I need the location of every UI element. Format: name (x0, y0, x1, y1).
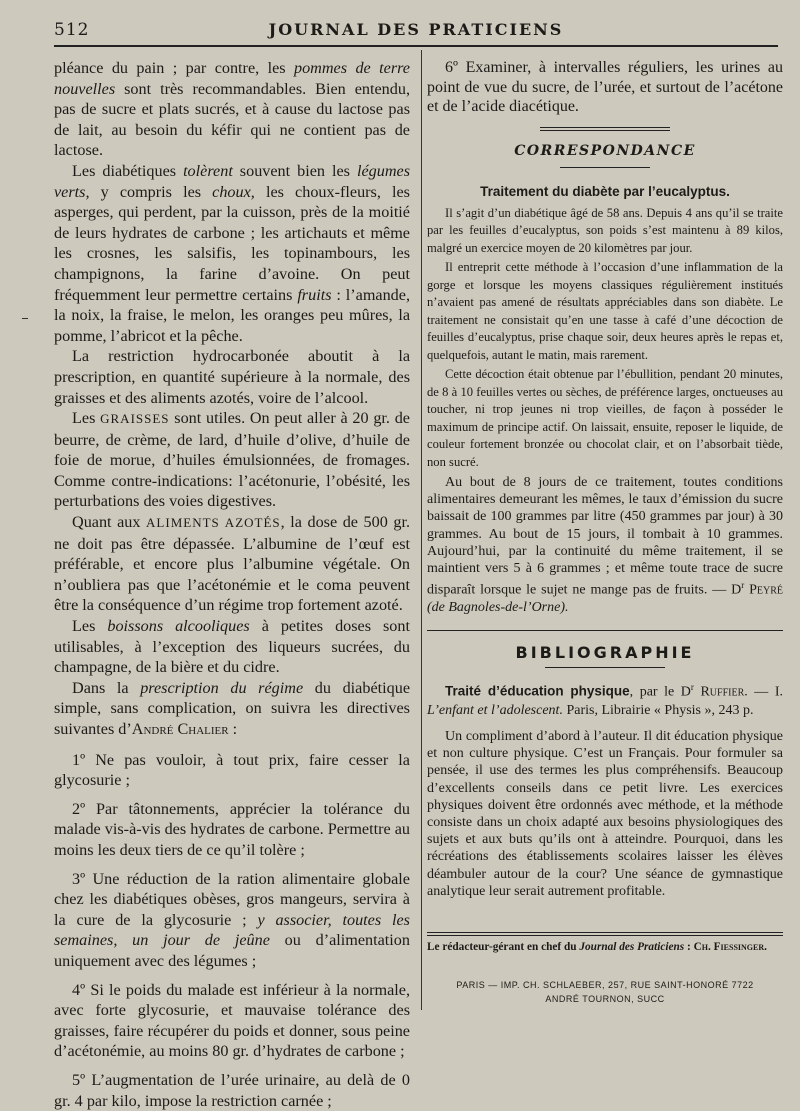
page-header (54, 20, 778, 44)
margin-mark (22, 318, 28, 319)
paragraph: La restriction hydrocarbonée aboutit à la prescription, en quantité supérieure à la normale, des graisses et des aliments azotés, voire de l’alcool. (54, 347, 410, 407)
running-title: JOURNAL DES PRATICIENS (268, 20, 564, 39)
footer-rule (427, 935, 783, 936)
book-review (427, 728, 783, 900)
directive-item: 4º Si le poids du malade est inférieur à la normale, avec forte glycosurie, et mauvaise tolérance des graisses, faire récupérer du poids et donner, sous peine d’acétonémie, au moins 80 gr. d’hydrates de carbone ; (54, 980, 410, 1061)
paragraph: Cette décoction était obtenue par l’ébullition, pendant 20 minutes, de 8 à 10 feuilles vertes ou sèches, de préférence larges, onctueuses au toucher, ni trop jeunes ni trop vieilles, de façon à posséder le maximum de principe actif. On laissait, ensuite, reposer le liquide, de couleur fortement bronzée ou chocolat clair, et on l’absorbait tiède, non sucré. (427, 367, 783, 469)
section-rule (545, 667, 665, 668)
section-title-bibliographie: BIBLIOGRAPHIE (515, 643, 695, 663)
paragraph: Quant aux ALIMENTS AZOTÉS, la dose de 500 gr. ne doit pas être dépassée. L’albumine de l’œuf est préférable, et encore plus l’albumine végétale. On n’oubliera pas que l’acétonémie et le coma peuvent être la conséquence d’un régime trop fortement azoté. (54, 513, 410, 615)
paragraph: Les diabétiques tolèrent souvent bien les légumes verts, y compris les choux, les choux-fleurs, les asperges, qui perdent, par la cuisson, près de la moitié de leurs hydrates de carbone ; les artichauts et même les crosnes, les salsifis, les topinambours, les champignons, la farine d’avoine. On peut fréquemment leur permettre certains fruits : l’amande, la noix, la fraise, le melon, les oranges peu mûres, la pomme, l’abricot et la pêche. (54, 161, 411, 345)
directive-item: 1º Ne pas vouloir, à tout prix, faire cesser la glycosurie ; (54, 750, 410, 790)
page-number: 512 (54, 20, 90, 40)
footer-rule (427, 932, 783, 933)
left-column (54, 58, 410, 1111)
directive-item: 3º Une réduction de la ration alimentaire globale chez les diabétiques obèses, gros mangeurs, servira à la cure de la glycosurie ; y associer, toutes les semaines, un jour de jeûne ou d’alimentation uniquement avec des légumes ; (54, 869, 410, 970)
article-title: Traitement du diabète par l’eucalyptus. (480, 183, 730, 199)
printer-imprint: PARIS — IMP. CH. SCHLAEBER, 257, RUE SAINT-HONORÉ 7722 ANDRÉ TOURNON, SUCC (456, 980, 754, 1004)
paragraph: Il entreprit cette méthode à l’occasion d’une inflammation de la gorge et lorsque les moyens classiques régulièrement institués n’avaient pas amené de résultats appréciables dans son diabète. Le traitement ne consistait qu’en une tasse à café d’une décoction de feuilles d’eucalyptus, prise chaque soir, deux heures après le repas et, quelquefois, autant le matin, mais rarement. (427, 260, 783, 362)
header-rule (54, 45, 778, 47)
directive-item: 6º Examiner, à intervalles réguliers, les urines au point de vue du sucre, de l’urée, et surtout de l’acétone et de l’acide diacétique. (427, 59, 783, 115)
directive-item: 2º Par tâtonnements, apprécier la tolérance du malade vis-à-vis des hydrates de carbone. Permettre au moins les deux tiers de ce qu’il tolère ; (54, 799, 410, 859)
right-column (427, 58, 783, 900)
paragraph: pléance du pain ; par contre, les pommes de terre nouvelles sont très recommandables. Bien entendu, pas de sucre et plats sucrés, et à cause du lactose pas de lait, au besoin du kéfir qui ne contient pas de lactose. (54, 59, 410, 160)
article-body (427, 205, 783, 472)
section-rule (560, 167, 650, 168)
paragraph: Au bout de 8 jours de ce traitement, toutes conditions alimentaires demeurant les mêmes, le taux d’émission du sucre baissait de 100 grammes par litre (450 grammes par jour) à 30 grammes. Au bout de 15 jours, il tombait à 10 grammes. Aujourd’hui, par la continuité du même traitement, il se maintient vers 5 à 6 grammes ; et même toute trace de sucre disparaît lorsque le sujet ne mange pas de fruits. — $D^r$ Peyré (de Bagnoles-de-l’Orne). (427, 475, 783, 616)
section-ornament (540, 127, 670, 131)
directive-item: 5º L’augmentation de l’urée urinaire, au delà de 0 gr. 4 par kilo, impose la restriction carnée ; (54, 1070, 410, 1110)
book-reference: Traité d’éducation physique, par le $D^r$ Ruffier. — I. L’enfant et l’adolescent. Paris, Librairie « Physis », 243 p. (427, 682, 784, 718)
column-divider (421, 50, 422, 1010)
section-rule-double (427, 630, 783, 631)
paragraph: Dans la prescription du régime du diabétique simple, sans complication, on suivra les directives suivantes d’André Chalier : (54, 678, 410, 738)
section-title-correspondance: CORRESPONDANCE (514, 142, 696, 159)
paragraph: Il s’agit d’un diabétique âgé de 58 ans. Depuis 4 ans qu’il se traite par les feuilles d’eucalyptus, son poids s’est maintenu à 89 kilos, malgré un exercice moyen de 20 kilomètres par jour. (427, 205, 783, 255)
editor-line: Le rédacteur-gérant en chef du Journal des Praticiens : Ch. Fiessinger. (427, 941, 767, 953)
paragraph: Les GRAISSES sont utiles. On peut aller à 20 gr. de beurre, de crème, de lard, d’huile d’olive, d’huile de foie de morue, d’huiles émulsionnées, de fromages. Comme contre-indications: l’acétonurie, l’obésité, les perturbations des voies digestives. (54, 409, 410, 511)
paragraph: Les boissons alcooliques à petites doses sont utilisables, à l’exception des liqueurs sucrées, du champagne, de la bière et du cidre. (54, 617, 410, 677)
paragraph: Un compliment d’abord à l’auteur. Il dit éducation physique et non culture physique. C’est un Français. Pour formuler sa pensée, il use des termes les plus compréhensifs. Beaucoup d’excellents conseils dans ce petit livre. Les exercices physiques doivent être ordonnés avec méthode, et la méthode consiste dans un choix adapté aux besoins physiologiques des sujets et aux buts qu’ils ont à atteindre. Pourquoi, dans les récréations des établissements scolaires laisser les élèves déambuler autour de la cour? Une séance de gymnastique analytique leur serait autrement profitable. (427, 728, 783, 899)
